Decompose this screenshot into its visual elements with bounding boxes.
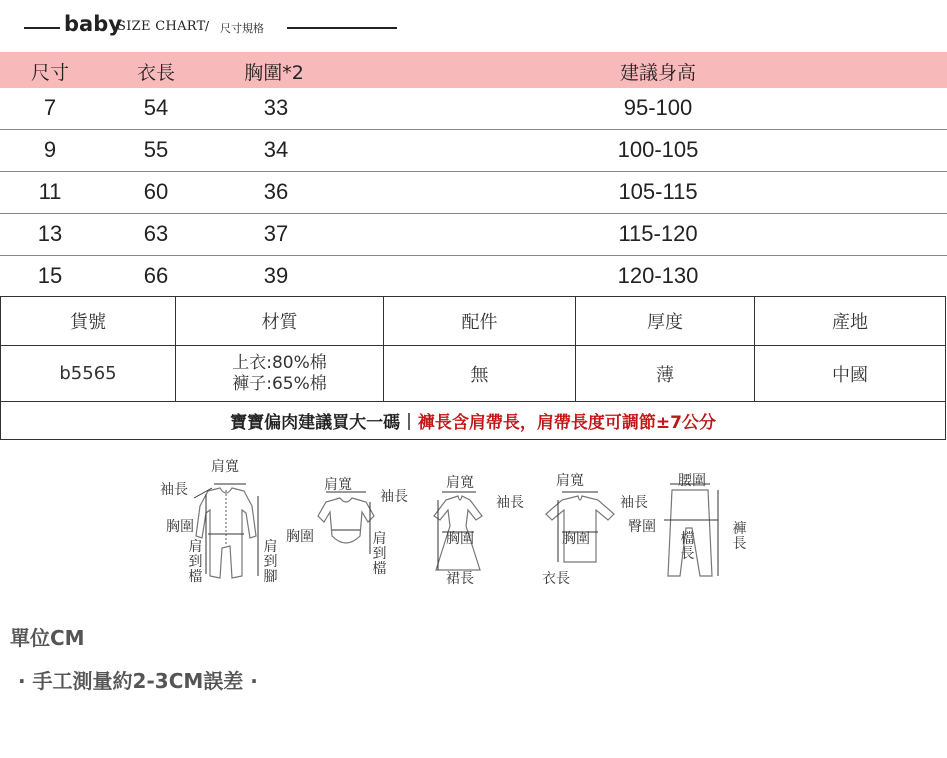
- sizing-note: [0, 402, 946, 440]
- header-separator: /: [205, 19, 210, 33]
- label-hip: 臀圍: [628, 519, 656, 535]
- material-pants: 褲子:65%棉: [232, 373, 327, 394]
- cell-height: 95-100: [623, 95, 693, 120]
- label-chest: 胸圍: [562, 531, 590, 547]
- cell-chest: 37: [263, 221, 289, 246]
- column-header-size: 尺寸: [30, 62, 70, 84]
- cell-length: 60: [143, 179, 169, 204]
- info-header-item-no: 貨號: [70, 312, 106, 333]
- header-divider-right: [287, 27, 397, 29]
- info-material: [176, 346, 383, 401]
- cell-chest: 33: [263, 95, 289, 120]
- cell-height: 115-120: [618, 221, 698, 246]
- table-row: [0, 88, 947, 130]
- cell-chest: 36: [263, 179, 289, 204]
- label-shoulder-width: 肩寬: [211, 459, 239, 475]
- label-sleeve: 袖長: [620, 495, 648, 511]
- product-info-table: [0, 296, 946, 402]
- cell-size: 15: [37, 263, 63, 288]
- strap-note: 褲長含肩帶長，肩帶長度可調節±7公分: [417, 413, 716, 433]
- size-chart-label: SIZE CHART: [117, 19, 206, 34]
- column-header-height: 建議身高: [619, 62, 697, 84]
- label-pants-length: 褲長: [732, 521, 747, 552]
- cell-length: 54: [143, 95, 169, 120]
- cell-size: 9: [43, 137, 57, 162]
- unit-label: 單位CM: [10, 626, 85, 650]
- brand-label: baby: [64, 12, 122, 36]
- label-sleeve: 袖長: [380, 489, 408, 505]
- cell-height: 120-130: [617, 263, 699, 288]
- label-waist: 腰圍: [678, 473, 706, 489]
- info-header-accessories: 配件: [461, 312, 498, 333]
- header-divider-left: [24, 27, 60, 29]
- cell-size: 13: [37, 221, 63, 246]
- label-shoulder-width: 肩寬: [446, 475, 474, 491]
- label-shoulder-width: 肩寬: [556, 473, 584, 489]
- sleeve-arrow: [194, 488, 212, 498]
- romper-icon: [196, 488, 256, 578]
- measurement-error-note: · 手工測量約2-3CM誤差 ·: [18, 669, 258, 693]
- column-header-chest: 胸圍*2: [244, 62, 304, 84]
- info-header-thickness: 厚度: [647, 312, 683, 333]
- bodysuit-icon: [318, 498, 374, 543]
- measurement-diagrams: [150, 458, 760, 608]
- cell-height: 100-105: [617, 137, 699, 162]
- label-shoulder-to-crotch: 肩到檔: [188, 539, 203, 585]
- label-chest: 胸圍: [446, 531, 474, 547]
- cell-chest: 39: [263, 263, 289, 288]
- cell-length: 66: [143, 263, 169, 288]
- column-header-length: 衣長: [136, 62, 176, 84]
- label-sleeve: 袖長: [160, 482, 188, 498]
- label-chest: 胸圍: [166, 519, 194, 535]
- cell-length: 55: [143, 137, 169, 162]
- size-chart-title-zh: 尺寸規格: [220, 22, 264, 35]
- cell-size: 7: [43, 95, 57, 120]
- table-row: [0, 214, 947, 256]
- cell-length: 63: [143, 221, 169, 246]
- cell-chest: 34: [263, 137, 289, 162]
- label-sleeve: 袖長: [496, 495, 524, 511]
- label-crotch-length: 檔長: [680, 531, 695, 562]
- info-item-no: b5565: [59, 363, 117, 384]
- label-garment-length: 衣長: [542, 571, 570, 587]
- table-row: [0, 172, 947, 214]
- label-shoulder-width: 肩寬: [324, 477, 352, 493]
- label-shoulder-to-foot: 肩到腳: [263, 539, 278, 585]
- top-icon: [546, 496, 614, 562]
- label-chest: 胸圍: [286, 529, 314, 545]
- info-thickness: 薄: [656, 364, 674, 386]
- size-table-header: [0, 52, 947, 88]
- cell-height: 105-115: [618, 179, 698, 204]
- info-header-origin: 產地: [832, 312, 868, 333]
- table-row: [0, 256, 947, 297]
- material-top: 上衣:80%棉: [232, 352, 327, 373]
- info-header-material: 材質: [261, 312, 298, 333]
- cell-size: 11: [38, 179, 62, 204]
- sizing-advice: 寶寶偏肉建議買大一碼: [230, 413, 401, 433]
- label-skirt-length: 裙長: [446, 571, 474, 587]
- info-origin: 中國: [832, 364, 868, 386]
- size-chart-header: [0, 0, 947, 48]
- table-row: [0, 130, 947, 172]
- note-separator: |: [406, 410, 412, 431]
- info-accessories: 無: [470, 364, 489, 386]
- label-shoulder-to-crotch: 肩到檔: [372, 531, 387, 577]
